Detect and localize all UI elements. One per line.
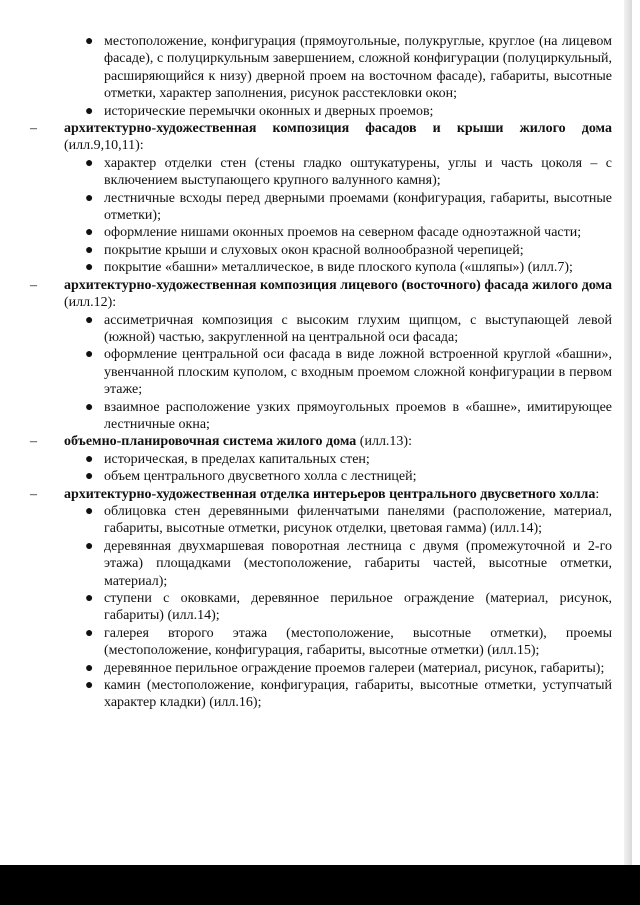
list-item-text: ассиметричная композиция с высоким глухим щипцом, с выступающей левой (южной) частью, закругленной на центральной оси фасада; (104, 312, 612, 345)
section-heading-title: архитектурно-художественная отделка интерьеров центрального двусветного холла (64, 486, 596, 502)
list-item-text: облицовка стен деревянными филенчатыми панелями (расположение, материал, габариты, высотные отметки, рисунок отделки, цветовая гамма) (илл.14); (104, 503, 612, 537)
list-item (85, 468, 612, 485)
list-item-text: деревянная двухмаршевая поворотная лестница с двумя (промежуточной и 2-го этажа) площадками (местоположение, габариты частей, высотные отметки, материал); (104, 538, 612, 589)
list-item (85, 538, 612, 590)
list-item (85, 677, 612, 712)
section-heading-reference: (илл.12): (64, 295, 117, 311)
list-item (85, 451, 612, 468)
bullet-marker: ● (85, 347, 94, 363)
section-heading-title: объемно-планировочная система жилого дома (64, 434, 357, 450)
list-item-text: характер отделки стен (стены гладко оштукатурены, углы и часть цоколя – с включением выступающего крупного валунного камня); (104, 155, 612, 189)
list-item (85, 224, 612, 241)
list-item (85, 660, 612, 677)
bullet-marker: ● (85, 451, 94, 467)
list-item-text: ступени с оковками, деревянное перильное ограждение (материал, рисунок, габариты) (илл.14); (104, 591, 612, 624)
section-heading-reference: : (595, 486, 600, 502)
section-heading-title: архитектурно-художественная композиция лицевого (восточного) фасада жилого дома (64, 277, 612, 293)
list-item-text: покрытие крыши и слуховых окон красной волнообразной черепицей; (104, 242, 524, 258)
document-content (0, 33, 632, 712)
list-item (85, 259, 612, 276)
dash-marker: – (30, 121, 37, 137)
bullet-marker: ● (85, 260, 94, 276)
list-item (85, 242, 612, 259)
bullet-marker: ● (85, 591, 94, 606)
list-item (85, 103, 612, 120)
bullet-marker: ● (85, 155, 94, 171)
bullet-marker: ● (85, 242, 94, 258)
bullet-marker: ● (85, 625, 94, 641)
bullet-marker: ● (85, 538, 94, 554)
bottom-black-band (0, 865, 640, 905)
bullet-marker: ● (85, 469, 94, 485)
list-item-text: лестничные всходы перед дверными проемами (конфигурация, габариты, высотные отметки); (104, 190, 612, 224)
dash-marker: – (30, 486, 37, 502)
bullet-marker: ● (85, 660, 94, 676)
list-item (85, 33, 612, 103)
list-item-text: взаимное расположение узких прямоугольных проемов в «башне», имитирующее лестничные окна; (104, 399, 612, 432)
list-item (85, 503, 612, 538)
list-item (85, 399, 612, 434)
list-item-text: местоположение, конфигурация (прямоугольные, полукруглые, круглое (на лицевом фасаде), с полуциркульным завершением, сложной конфигурации (полуциркульный, расширяющийся к низу) дверной проем на восточном фасаде), габариты, высотные отметки, характер заполнения, рисунок расстекловки окон; (104, 34, 612, 102)
section-heading (30, 277, 612, 312)
section-heading (30, 486, 612, 503)
list-item (85, 590, 612, 625)
list-item-text: покрытие «башни» металлическое, в виде плоского купола («шляпы») (илл.7); (104, 260, 573, 276)
bullet-marker: ● (85, 312, 94, 328)
list-item-text: оформление центральной оси фасада в виде ложной встроенной круглой «башни», увенчанной плоским куполом, с входным проемом сложной конфигурации в первом этаже; (104, 347, 612, 398)
section-heading-title: архитектурно-художественная композиция фасадов и крыши жилого дома (64, 121, 612, 137)
section-heading-reference: (илл.13): (356, 434, 412, 450)
list-item (85, 155, 612, 190)
list-item-text: деревянное перильное ограждение проемов галереи (материал, рисунок, габариты); (104, 660, 605, 676)
list-item-text: галерея второго этажа (местоположение, высотные отметки), проемы (местоположение, конфигурация, габариты, высотные отметки) (илл.15); (104, 625, 612, 659)
section-heading-reference: (илл.9,10,11): (64, 138, 144, 154)
bullet-marker: ● (85, 399, 94, 415)
bullet-marker: ● (85, 34, 94, 49)
dash-marker: – (30, 277, 37, 293)
list-item-text: исторические перемычки оконных и дверных проемов; (104, 103, 434, 119)
list-item (85, 312, 612, 347)
list-item-text: объем центрального двусветного холла с лестницей; (104, 469, 417, 485)
bullet-marker: ● (85, 190, 94, 206)
dash-marker: – (30, 434, 37, 450)
section-heading (30, 433, 612, 450)
bullet-marker: ● (85, 678, 94, 694)
page-edge-shadow (624, 0, 632, 865)
list-item (85, 190, 612, 225)
section-heading (30, 120, 612, 155)
list-item-text: камин (местоположение, конфигурация, габариты, высотные отметки, уступчатый характер кладки) (илл.16); (104, 678, 612, 711)
list-item (85, 346, 612, 398)
list-item-text: историческая, в пределах капитальных стен; (104, 451, 370, 467)
bullet-marker: ● (85, 225, 94, 241)
list-item-text: оформление нишами оконных проемов на северном фасаде одноэтажной части; (104, 225, 582, 241)
list-item (85, 625, 612, 660)
bullet-marker: ● (85, 103, 94, 119)
bullet-marker: ● (85, 503, 94, 519)
